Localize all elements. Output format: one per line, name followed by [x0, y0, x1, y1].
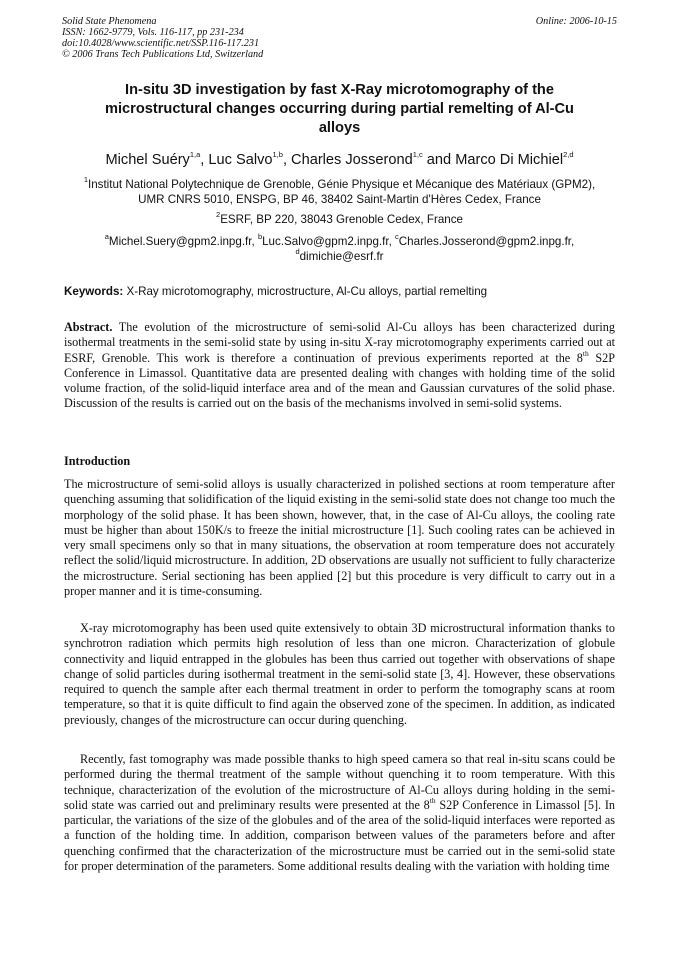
keywords: [64, 284, 619, 299]
online-date: Online: 2006-10-15: [535, 16, 617, 27]
page-header: [62, 16, 617, 60]
affiliation-1: [62, 177, 617, 207]
affiliation-line: Institut National Polytechnique de Grenoble, Génie Physique et Mécanique des Matériaux (GPM2),: [87, 178, 596, 191]
email-sup: d: [295, 247, 300, 257]
keywords-label: Keywords:: [64, 285, 124, 298]
journal-name: Solid State Phenomena: [62, 16, 157, 27]
email-link[interactable]: Michel.Suery@gpm2.inpg.fr,: [108, 235, 258, 248]
email-sup: a: [104, 232, 109, 242]
affiliation-sup: 2: [216, 210, 221, 220]
title-line-2: microstructural changes occurring during partial remelting of Al-Cu: [105, 101, 574, 117]
title-line-1: In-situ 3D investigation by fast X-Ray microtomography of the: [125, 82, 554, 98]
author-sup: 1,c: [412, 150, 423, 160]
intro-paragraph-3: [64, 752, 615, 874]
author-name: and Marco Di Michiel: [422, 152, 564, 168]
affiliation-line: UMR CNRS 5010, ENSPG, BP 46, 38402 Saint-Martin d'Hères Cedex, France: [138, 193, 541, 206]
author-sup: 1,a: [189, 150, 201, 160]
title-line-3: alloys: [318, 120, 361, 136]
email-link[interactable]: Luc.Salvo@gpm2.inpg.fr,: [262, 235, 396, 248]
author-name: , Luc Salvo: [200, 152, 273, 168]
email-list: [62, 234, 617, 264]
author-name: , Charles Josserond: [282, 152, 413, 168]
keywords-text: X-Ray microtomography, microstructure, Al-Cu alloys, partial remelting: [123, 285, 488, 298]
intro-paragraph-2: X-ray microtomography has been used quite extensively to obtain 3D microstructural information thanks to synchrotron radiation which permits high resolution of less than one micron. Characterization of globule connectivity and liquid entrapped in the globules has been thus carried out together with observations of shape change of solid particles during isothermal treatment in the semi-solid state [3, 4]. However, these observations required to quench the sample after each thermal treatment in order to perform the tomography scans at room temperature, so that it is quite difficult to find again the observed zone of the specimen. In addition, as indicated previously, changes of the microstructure can occur during quenching.: [64, 621, 615, 727]
intro-text: S2P Conference in Limassol [5]. In particular, the variations of the size of the globules and of the area of the solid-liquid interfaces were reported as a function of the holding time. In addition, comparison between values of the parameters before and after quenching confirmed that the characterization of the microstructure must be carried out in the semi-solid state for proper determination of the parameters. Some additional results dealing with the variation with holding time: [64, 797, 615, 874]
email-sup: c: [395, 232, 399, 242]
email-link[interactable]: Charles.Josserond@gpm2.inpg.fr,: [398, 235, 575, 248]
affiliation-2: [62, 212, 617, 227]
intro-sup: th: [429, 795, 436, 805]
paper-title: [62, 81, 617, 138]
abstract-label: Abstract.: [64, 320, 113, 334]
intro-text: Recently, fast tomography was made possible thanks to high speed camera so that real in-situ scans could be performed during the thermal treatment of the sample without quenching it to room temperature. With this technique, characterization of the evolution of the microstructure of Al-Cu alloys during holding in the semi-solid state was carried out and preliminary results were presented at the 8: [64, 752, 615, 812]
section-heading-introduction: Introduction: [64, 454, 131, 468]
copyright-line: © 2006 Trans Tech Publications Ltd, Switzerland: [62, 49, 264, 60]
intro-paragraph-1: The microstructure of semi-solid alloys is usually characterized in polished sections at room temperature after quenching assuming that solidification of the liquid existing in the semi-solid state does not change too much the morphology of the solid phase. It has been shown, however, that, in the case of Al-Cu alloys, the cooling rate must be higher than about 150K/s to freeze the initial microstructure [1]. Such cooling rates can be achieved in very small specimens only so that in many situations, the observation at room temperature does not accurately reflect the solid/liquid microstructure. In addition, 2D observations are usually not sufficient to fully characterize the microstructure. Serial sectioning has been applied [2] but this procedure is very difficult to carry out in a proper manner and it is time-consuming.: [64, 477, 615, 599]
author-name: Michel Suéry: [105, 152, 190, 168]
email-link[interactable]: dimichie@esrf.fr: [299, 250, 384, 263]
author-list: [62, 151, 617, 169]
abstract-sup: th: [582, 348, 589, 358]
author-sup: 2,d: [563, 150, 574, 160]
author-sup: 1,b: [272, 150, 283, 160]
abstract: [64, 320, 615, 412]
email-sup: b: [257, 232, 263, 242]
abstract-text: S2P Conference in Limassol. Quantitative data are presented dealing with changes with holding time of the solid volume fraction, of the solid-liquid interface area and of the mean and Gaussian curvatures of the solid phase. Discussion of the results is carried out on the basis of the mechanisms involved in semi-solid systems.: [64, 350, 615, 411]
abstract-text: The evolution of the microstructure of semi-solid Al-Cu alloys has been characterized during isothermal treatments in the semi-solid state by using in-situ X-ray microtomography experiments carried out at ESRF, Grenoble. This work is therefore a continuation of previous experiments reported at the 8: [64, 320, 615, 365]
issn-line: ISSN: 1662-9779, Vols. 116-117, pp 231-234: [62, 27, 244, 38]
affiliation-line: ESRF, BP 220, 38043 Grenoble Cedex, France: [220, 213, 463, 226]
affiliation-sup: 1: [83, 175, 88, 185]
doi-line: doi:10.4028/www.scientific.net/SSP.116-117.231: [62, 38, 260, 49]
